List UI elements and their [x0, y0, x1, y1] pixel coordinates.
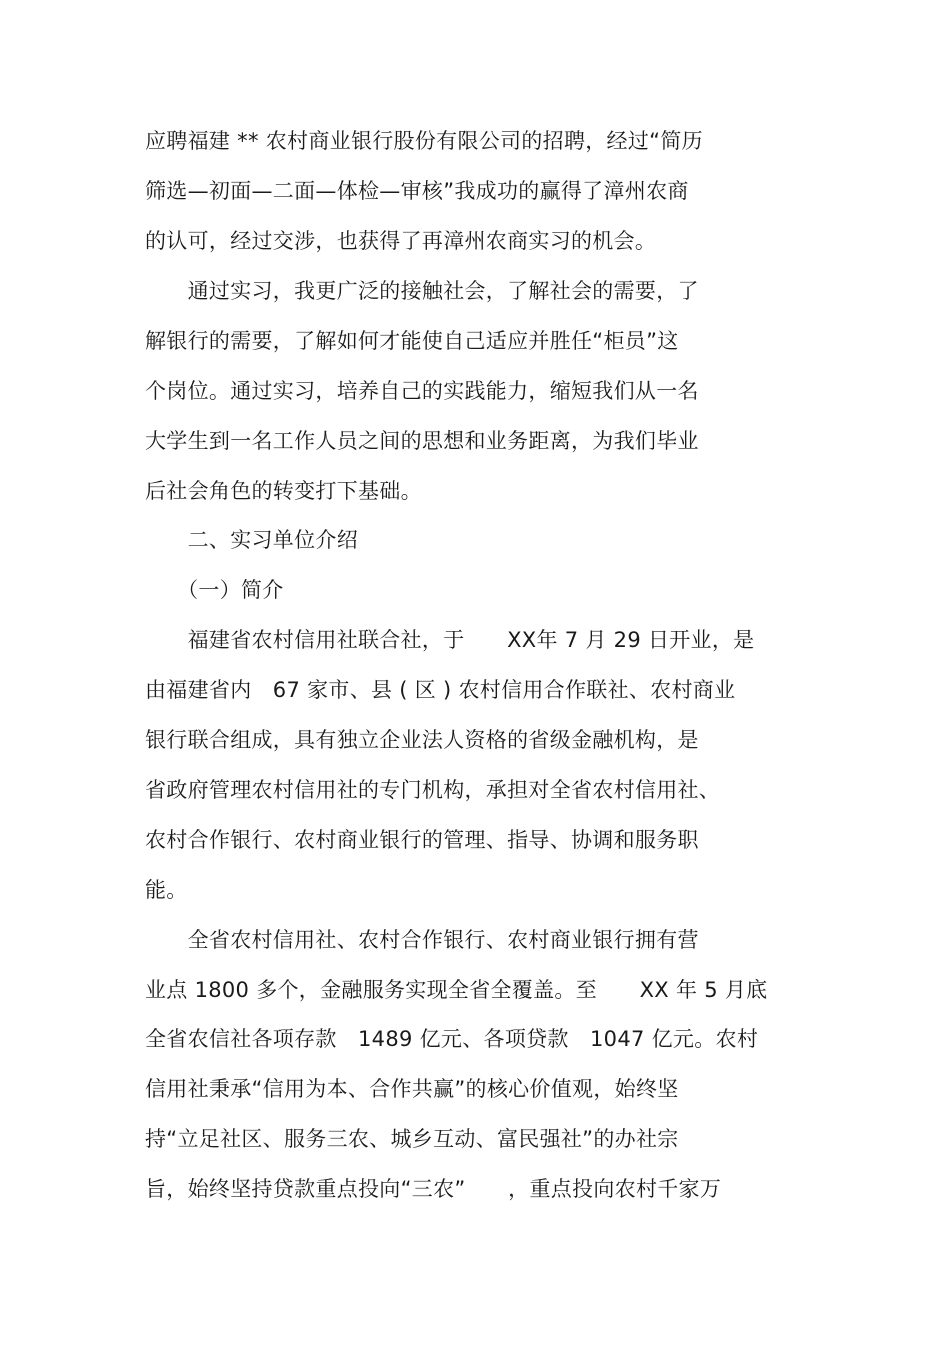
text-line: 筛选—初面—二面—体检—审核”我成功的赢得了漳州农商: [145, 179, 689, 203]
text-line: 福建省农村信用社联合社，于 XX年 7 月 29 日开业，是: [145, 628, 755, 652]
text-line: 通过实习，我更广泛的接触社会，了解社会的需要，了: [145, 279, 699, 303]
text-line: 银行联合组成，具有独立企业法人资格的省级金融机构，是: [145, 728, 699, 752]
text-line: 农村合作银行、农村商业银行的管理、指导、协调和服务职: [145, 828, 699, 852]
text-line: 旨，始终坚持贷款重点投向“三农” ，重点投向农村千家万: [145, 1177, 722, 1201]
subsection-heading: （一）简介: [145, 578, 284, 602]
text-line: 业点 1800 多个，金融服务实现全省全覆盖。至 XX 年 5 月底: [145, 978, 768, 1002]
text-line: 能。: [145, 878, 188, 902]
text-line: 个岗位。通过实习，培养自己的实践能力，缩短我们从一名: [145, 379, 699, 403]
text-line: 后社会角色的转变打下基础。: [145, 479, 422, 503]
text-line: 持“立足社区、服务三农、城乡互动、富民强社”的办社宗: [145, 1127, 679, 1151]
text-line: 的认可，经过交涉，也获得了再漳州农商实习的机会。: [145, 229, 657, 253]
section-heading: 二、实习单位介绍: [145, 528, 358, 552]
text-line: 应聘福建 ** 农村商业银行股份有限公司的招聘，经过“简历: [145, 129, 703, 153]
text-line: 全省农村信用社、农村合作银行、农村商业银行拥有营: [145, 928, 699, 952]
text-line: 省政府管理农村信用社的专门机构，承担对全省农村信用社、: [145, 778, 721, 802]
text-line: 大学生到一名工作人员之间的思想和业务距离，为我们毕业: [145, 429, 699, 453]
text-line: 由福建省内 67 家市、县 ( 区 ) 农村信用合作联社、农村商业: [145, 678, 736, 702]
text-line: 信用社秉承“信用为本、合作共赢”的核心价值观，始终坚: [145, 1077, 679, 1101]
text-line: 全省农信社各项存款 1489 亿元、各项贷款 1047 亿元。农村: [145, 1027, 759, 1051]
text-line: 解银行的需要，了解如何才能使自己适应并胜任“柜员”这: [145, 329, 679, 353]
